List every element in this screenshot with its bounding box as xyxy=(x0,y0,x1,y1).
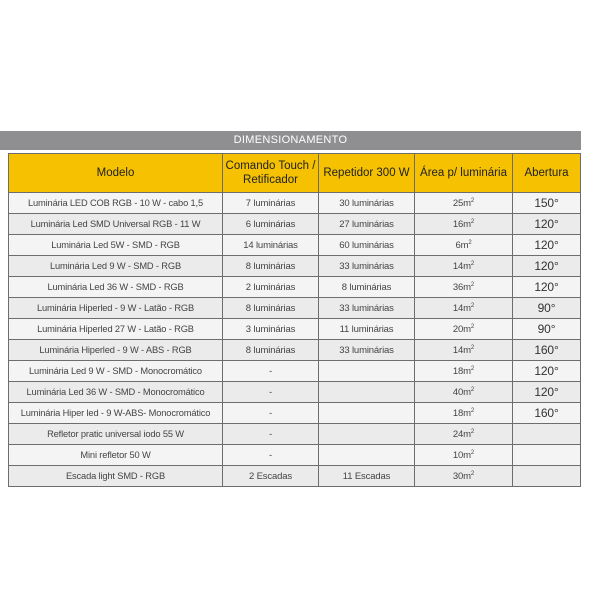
cell-abertura: 120° xyxy=(513,256,581,277)
cell-modelo: Escada light SMD - RGB xyxy=(9,466,223,487)
table-row xyxy=(9,466,581,487)
cell-repetidor: 33 luminárias xyxy=(319,298,415,319)
area-unit: m xyxy=(463,260,471,272)
area-unit: m xyxy=(463,197,471,209)
area-unit: m xyxy=(463,407,471,419)
cell-area xyxy=(415,193,513,214)
column-header-abertura: Abertura xyxy=(513,154,581,193)
cell-repetidor xyxy=(319,403,415,424)
cell-abertura: 120° xyxy=(513,361,581,382)
cell-abertura: 120° xyxy=(513,277,581,298)
table-row xyxy=(9,277,581,298)
area-value: 30 xyxy=(452,470,464,482)
table-row xyxy=(9,298,581,319)
cell-abertura: 160° xyxy=(513,403,581,424)
table-row xyxy=(9,382,581,403)
area-exponent: 2 xyxy=(470,344,475,351)
cell-modelo: Refletor pratic universal iodo 55 W xyxy=(9,424,223,445)
area-exponent: 2 xyxy=(470,302,475,309)
cell-repetidor xyxy=(319,424,415,445)
cell-area xyxy=(415,235,513,256)
cell-comando: 8 luminárias xyxy=(223,340,319,361)
cell-modelo: Luminária Led 9 W - SMD - Monocromático xyxy=(9,361,223,382)
area-unit: m xyxy=(463,365,471,377)
area-unit: m xyxy=(460,239,469,251)
cell-area xyxy=(415,277,513,298)
cell-abertura: 120° xyxy=(513,235,581,256)
cell-repetidor: 11 Escadas xyxy=(319,466,415,487)
cell-repetidor: 33 luminárias xyxy=(319,340,415,361)
cell-comando: 8 luminárias xyxy=(223,298,319,319)
cell-abertura: 120° xyxy=(513,382,581,403)
area-value: 24 xyxy=(452,428,464,440)
cell-repetidor: 8 luminárias xyxy=(319,277,415,298)
cell-comando: 6 luminárias xyxy=(223,214,319,235)
area-exponent: 2 xyxy=(470,449,475,456)
area-exponent: 2 xyxy=(470,197,475,204)
area-unit: m xyxy=(463,281,471,293)
area-exponent: 2 xyxy=(470,428,475,435)
column-header-modelo: Modelo xyxy=(9,154,223,193)
cell-area xyxy=(415,214,513,235)
table-row xyxy=(9,193,581,214)
cell-comando: - xyxy=(223,403,319,424)
cell-comando: 8 luminárias xyxy=(223,256,319,277)
cell-modelo: Luminária Led 36 W - SMD - Monocromático xyxy=(9,382,223,403)
cell-comando: - xyxy=(223,445,319,466)
cell-repetidor: 30 luminárias xyxy=(319,193,415,214)
cell-comando: 7 luminárias xyxy=(223,193,319,214)
area-value: 18 xyxy=(452,365,464,377)
cell-repetidor xyxy=(319,445,415,466)
cell-abertura: 120° xyxy=(513,214,581,235)
cell-area xyxy=(415,403,513,424)
area-unit: m xyxy=(463,323,471,335)
cell-comando: - xyxy=(223,424,319,445)
area-exponent: 2 xyxy=(470,365,475,372)
cell-area xyxy=(415,382,513,403)
cell-modelo: Mini refletor 50 W xyxy=(9,445,223,466)
cell-repetidor: 33 luminárias xyxy=(319,256,415,277)
cell-repetidor xyxy=(319,361,415,382)
area-value: 40 xyxy=(452,386,464,398)
cell-repetidor xyxy=(319,382,415,403)
column-header-area: Área p/ luminária xyxy=(415,154,513,193)
table-row xyxy=(9,445,581,466)
cell-abertura xyxy=(513,424,581,445)
cell-area xyxy=(415,361,513,382)
area-exponent: 2 xyxy=(470,470,475,477)
area-unit: m xyxy=(463,218,471,230)
area-value: 16 xyxy=(452,218,464,230)
cell-area xyxy=(415,298,513,319)
area-value: 25 xyxy=(452,197,464,209)
cell-modelo: Luminária Led SMD Universal RGB - 11 W xyxy=(9,214,223,235)
cell-area xyxy=(415,466,513,487)
cell-modelo: Luminária Hiperled - 9 W - Latão - RGB xyxy=(9,298,223,319)
table-row xyxy=(9,235,581,256)
cell-modelo: Luminária Led 5W - SMD - RGB xyxy=(9,235,223,256)
cell-modelo: Luminária Hiperled 27 W - Latão - RGB xyxy=(9,319,223,340)
area-value: 36 xyxy=(452,281,464,293)
cell-modelo: Luminária Hiper led - 9 W-ABS- Monocromático xyxy=(9,403,223,424)
cell-abertura xyxy=(513,466,581,487)
table-row xyxy=(9,340,581,361)
table-title-banner: DIMENSIONAMENTO xyxy=(0,131,581,150)
area-value: 14 xyxy=(452,344,464,356)
cell-comando: 14 luminárias xyxy=(223,235,319,256)
cell-comando: 2 Escadas xyxy=(223,466,319,487)
table-row xyxy=(9,256,581,277)
cell-abertura: 160° xyxy=(513,340,581,361)
area-unit: m xyxy=(463,449,471,461)
area-value: 14 xyxy=(452,302,464,314)
cell-area xyxy=(415,319,513,340)
table-row xyxy=(9,319,581,340)
column-header-repetidor: Repetidor 300 W xyxy=(319,154,415,193)
table-row xyxy=(9,403,581,424)
table-row xyxy=(9,361,581,382)
cell-abertura: 90° xyxy=(513,298,581,319)
cell-area xyxy=(415,340,513,361)
area-value: 18 xyxy=(452,407,464,419)
cell-abertura: 90° xyxy=(513,319,581,340)
area-exponent: 2 xyxy=(468,239,472,246)
column-header-comando: Comando Touch / Retificador xyxy=(223,154,319,193)
table-header-row xyxy=(9,154,581,193)
cell-repetidor: 27 luminárias xyxy=(319,214,415,235)
area-unit: m xyxy=(463,428,471,440)
area-exponent: 2 xyxy=(470,281,475,288)
area-exponent: 2 xyxy=(470,386,475,393)
cell-comando: - xyxy=(223,382,319,403)
table-row xyxy=(9,424,581,445)
area-exponent: 2 xyxy=(470,218,475,225)
cell-abertura: 150° xyxy=(513,193,581,214)
table-row xyxy=(9,214,581,235)
cell-area xyxy=(415,445,513,466)
area-exponent: 2 xyxy=(470,260,475,267)
cell-repetidor: 60 luminárias xyxy=(319,235,415,256)
cell-abertura xyxy=(513,445,581,466)
area-unit: m xyxy=(463,470,471,482)
cell-modelo: Luminária Hiperled - 9 W - ABS - RGB xyxy=(9,340,223,361)
cell-area xyxy=(415,424,513,445)
dimensioning-table xyxy=(8,153,581,487)
cell-comando: 2 luminárias xyxy=(223,277,319,298)
area-value: 10 xyxy=(452,449,464,461)
area-value: 14 xyxy=(452,260,464,272)
cell-comando: 3 luminárias xyxy=(223,319,319,340)
cell-modelo: Luminária Led 36 W - SMD - RGB xyxy=(9,277,223,298)
cell-area xyxy=(415,256,513,277)
cell-repetidor: 11 luminárias xyxy=(319,319,415,340)
area-value: 6 xyxy=(455,239,461,251)
area-unit: m xyxy=(463,302,471,314)
area-unit: m xyxy=(463,344,471,356)
cell-modelo: Luminária LED COB RGB - 10 W - cabo 1,5 xyxy=(9,193,223,214)
area-unit: m xyxy=(463,386,471,398)
area-value: 20 xyxy=(452,323,464,335)
area-exponent: 2 xyxy=(470,407,475,414)
cell-comando: - xyxy=(223,361,319,382)
cell-modelo: Luminária Led 9 W - SMD - RGB xyxy=(9,256,223,277)
area-exponent: 2 xyxy=(470,323,475,330)
